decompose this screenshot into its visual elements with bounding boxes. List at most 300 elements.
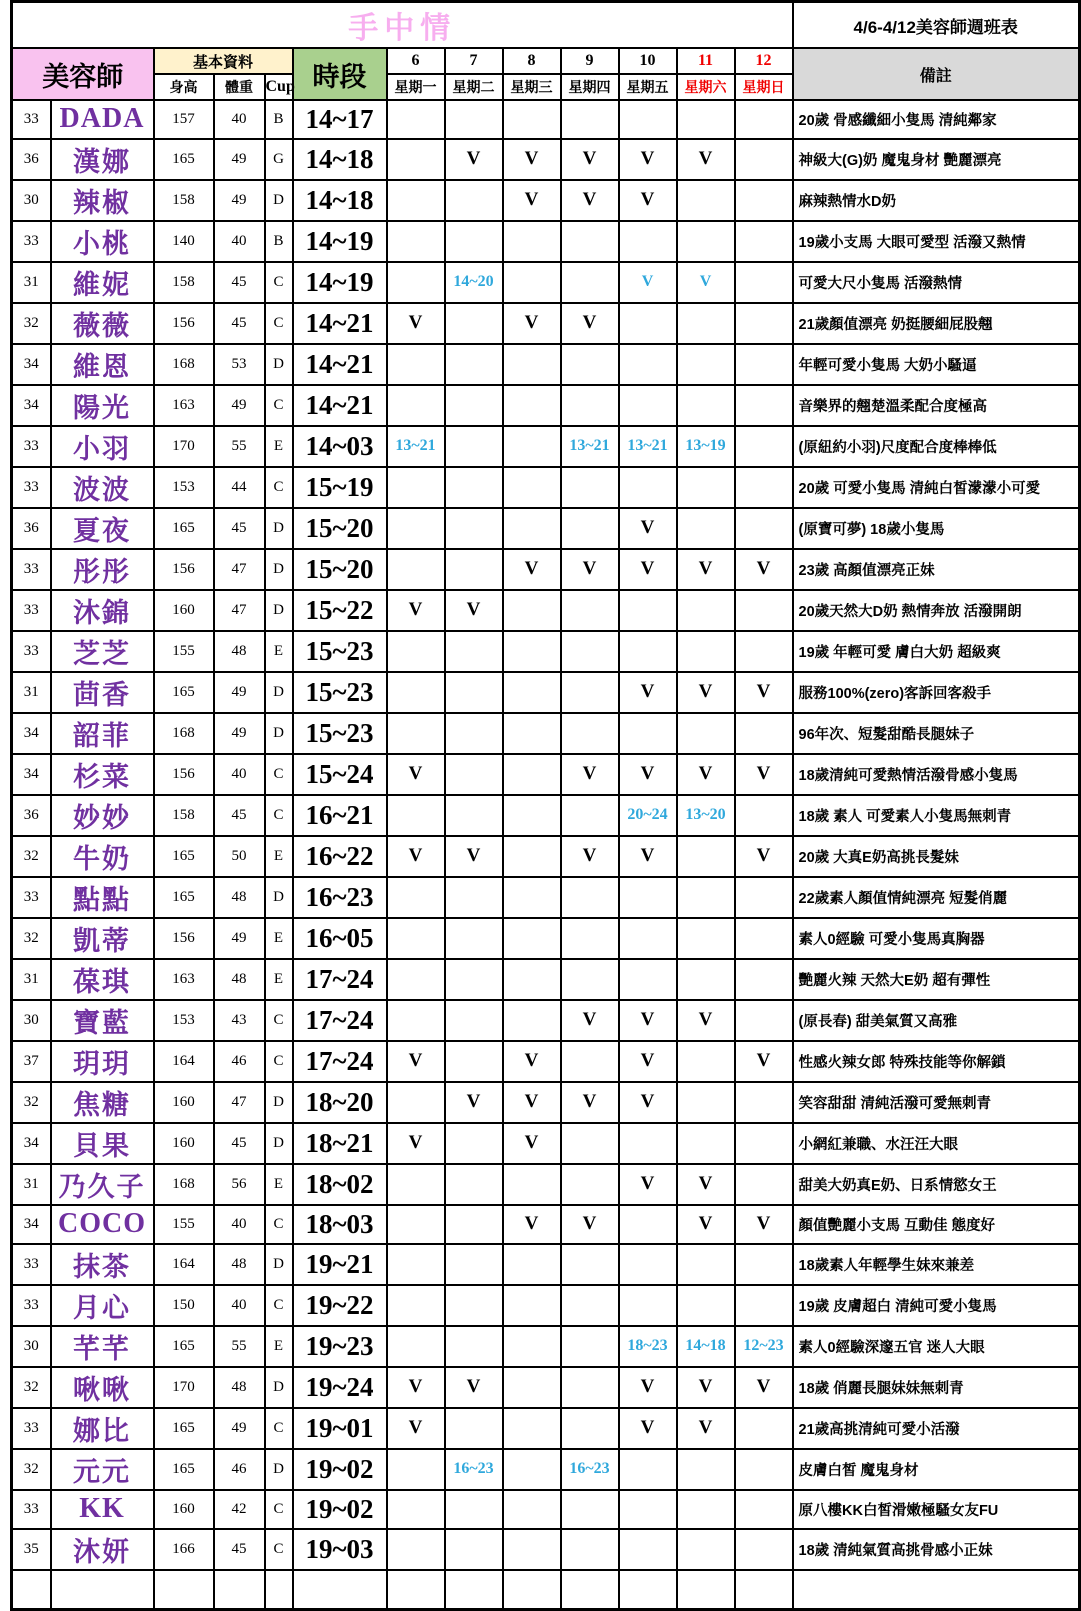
note-cell: 18歲 素人 可愛素人小隻馬無刺青 (793, 795, 1080, 836)
col-header-notes: 備註 (793, 48, 1080, 100)
note-cell: 素人0經驗 可愛小隻馬真胸器 (793, 918, 1080, 959)
day-cell (677, 877, 735, 918)
height-cell: 158 (154, 262, 214, 303)
day-cell: V (677, 1205, 735, 1244)
day-cell (561, 1367, 619, 1408)
cup-cell: E (265, 959, 293, 1000)
day-cell (619, 713, 677, 754)
day-cell (387, 1490, 445, 1529)
time-slot-cell: 19~23 (293, 1326, 387, 1367)
empty-cell (12, 1570, 51, 1610)
table-row (12, 1244, 1080, 1285)
day-cell (503, 918, 561, 959)
sheet-title-cell (793, 2, 1080, 49)
day-cell (677, 385, 735, 426)
note-cell: 神級大(G)奶 魔鬼身材 艷麗漂亮 (793, 139, 1080, 180)
day-cell (735, 100, 793, 139)
name-cell: COCO (51, 1205, 154, 1244)
time-slot-cell: 15~20 (293, 508, 387, 549)
height-cell: 160 (154, 1082, 214, 1123)
name-cell: 芝芝 (51, 631, 154, 672)
day-cell (387, 1000, 445, 1041)
day-cell (677, 1123, 735, 1164)
day-cell: V (445, 1082, 503, 1123)
name-cell: 凱蒂 (51, 918, 154, 959)
day-cell (677, 1244, 735, 1285)
day-cell (735, 467, 793, 508)
day-cell (503, 1490, 561, 1529)
day-cell (387, 1285, 445, 1326)
day-cell: V (677, 1367, 735, 1408)
day-cell: 16~23 (561, 1449, 619, 1490)
name-cell: 夏夜 (51, 508, 154, 549)
day-cell: V (619, 1408, 677, 1449)
day-cell: V (619, 1367, 677, 1408)
height-cell: 165 (154, 877, 214, 918)
table-row (12, 139, 1080, 180)
day-cell (387, 631, 445, 672)
cup-cell: D (265, 877, 293, 918)
day-cell (735, 918, 793, 959)
day-cell: V (735, 1041, 793, 1082)
day-cell (735, 1000, 793, 1041)
day-cell (735, 1285, 793, 1326)
table-row (12, 1490, 1080, 1529)
age-cell: 33 (12, 100, 51, 139)
col-header-basic-info: 基本資料 (154, 48, 293, 74)
cup-cell: D (265, 549, 293, 590)
height-cell: 157 (154, 100, 214, 139)
day-date-tue: 7 (445, 48, 503, 74)
age-cell: 34 (12, 754, 51, 795)
table-row (12, 877, 1080, 918)
age-cell: 33 (12, 631, 51, 672)
day-cell (561, 1285, 619, 1326)
day-cell: V (561, 1082, 619, 1123)
day-cell: V (387, 1408, 445, 1449)
table-row (12, 713, 1080, 754)
day-cell: 13~21 (619, 426, 677, 467)
age-cell: 35 (12, 1529, 51, 1570)
day-cell (619, 1123, 677, 1164)
height-cell: 164 (154, 1244, 214, 1285)
day-cell (735, 877, 793, 918)
height-cell: 165 (154, 508, 214, 549)
weight-cell: 49 (214, 672, 265, 713)
weight-cell: 40 (214, 754, 265, 795)
day-cell (445, 672, 503, 713)
age-cell: 33 (12, 1285, 51, 1326)
note-cell: 20歲天然大D奶 熱情奔放 活潑開朗 (793, 590, 1080, 631)
day-cell (503, 590, 561, 631)
day-cell (561, 1326, 619, 1367)
day-cell: V (503, 549, 561, 590)
height-cell: 164 (154, 1041, 214, 1082)
age-cell: 33 (12, 549, 51, 590)
day-date-sat: 11 (677, 48, 735, 74)
day-cell: V (619, 672, 677, 713)
day-cell (445, 1244, 503, 1285)
day-cell: V (619, 139, 677, 180)
table-row (12, 1164, 1080, 1205)
weight-cell: 45 (214, 508, 265, 549)
day-cell (735, 795, 793, 836)
note-cell: 艷麗火辣 天然大E奶 超有彈性 (793, 959, 1080, 1000)
day-cell (387, 795, 445, 836)
table-row (12, 1205, 1080, 1244)
day-cell (735, 262, 793, 303)
note-cell: 可愛大尺小隻馬 活潑熱情 (793, 262, 1080, 303)
cup-cell: C (265, 1041, 293, 1082)
day-cell: V (503, 303, 561, 344)
day-cell (677, 221, 735, 262)
name-cell: 牛奶 (51, 836, 154, 877)
time-slot-cell: 15~23 (293, 631, 387, 672)
weight-cell: 45 (214, 1123, 265, 1164)
day-cell: V (503, 180, 561, 221)
day-cell (387, 877, 445, 918)
note-cell: 19歲小支馬 大眼可愛型 活潑又熱情 (793, 221, 1080, 262)
note-cell: (原長春) 甜美氣質又高雅 (793, 1000, 1080, 1041)
age-cell: 33 (12, 1490, 51, 1529)
time-slot-cell: 15~23 (293, 672, 387, 713)
time-slot-cell: 17~24 (293, 1000, 387, 1041)
age-cell: 33 (12, 467, 51, 508)
day-weekday-sat: 星期六 (677, 74, 735, 100)
age-cell: 34 (12, 713, 51, 754)
day-cell (561, 508, 619, 549)
cup-cell: C (265, 1000, 293, 1041)
table-row (12, 1367, 1080, 1408)
time-slot-cell: 14~18 (293, 180, 387, 221)
day-cell (735, 590, 793, 631)
day-cell: V (619, 1041, 677, 1082)
weight-cell: 48 (214, 631, 265, 672)
day-cell (735, 1408, 793, 1449)
note-cell: (原紐約小羽)尺度配合度棒棒低 (793, 426, 1080, 467)
day-cell: V (619, 754, 677, 795)
name-cell: DADA (51, 100, 154, 139)
cup-cell: C (265, 1408, 293, 1449)
schedule-table (10, 0, 1081, 1611)
table-row (12, 426, 1080, 467)
day-cell (561, 713, 619, 754)
name-cell: 漢娜 (51, 139, 154, 180)
table-row (12, 795, 1080, 836)
day-cell: V (619, 1000, 677, 1041)
height-cell: 150 (154, 1285, 214, 1326)
height-cell: 155 (154, 1205, 214, 1244)
height-cell: 140 (154, 221, 214, 262)
day-cell: V (503, 139, 561, 180)
table-row (12, 508, 1080, 549)
day-cell: V (503, 1205, 561, 1244)
time-slot-cell: 18~02 (293, 1164, 387, 1205)
day-cell (619, 1244, 677, 1285)
empty-cell (561, 1570, 619, 1610)
height-cell: 158 (154, 180, 214, 221)
table-row (12, 836, 1080, 877)
time-slot-cell: 14~03 (293, 426, 387, 467)
note-cell: 96年次、短髮甜酷長腿妹子 (793, 713, 1080, 754)
name-cell: 沐妍 (51, 1529, 154, 1570)
day-cell: V (503, 1082, 561, 1123)
day-cell (677, 303, 735, 344)
day-cell (619, 877, 677, 918)
age-cell: 36 (12, 795, 51, 836)
name-cell: 貝果 (51, 1123, 154, 1164)
day-cell (503, 877, 561, 918)
day-cell (561, 385, 619, 426)
day-cell (503, 385, 561, 426)
day-cell: V (561, 303, 619, 344)
name-cell: 寶藍 (51, 1000, 154, 1041)
table-row (12, 180, 1080, 221)
time-slot-cell: 16~23 (293, 877, 387, 918)
age-cell: 32 (12, 918, 51, 959)
day-cell: V (561, 1205, 619, 1244)
name-cell: 焦糖 (51, 1082, 154, 1123)
height-cell: 160 (154, 1123, 214, 1164)
table-row (12, 590, 1080, 631)
time-slot-cell: 14~17 (293, 100, 387, 139)
note-cell: 甜美大奶真E奶、日系情慾女王 (793, 1164, 1080, 1205)
day-date-mon: 6 (387, 48, 445, 74)
weight-cell: 45 (214, 795, 265, 836)
day-cell (503, 836, 561, 877)
note-cell: 皮膚白皙 魔鬼身材 (793, 1449, 1080, 1490)
schedule-rows (12, 100, 1080, 1610)
day-cell (677, 344, 735, 385)
time-slot-cell: 14~18 (293, 139, 387, 180)
day-cell (387, 918, 445, 959)
note-cell: 顏值艷麗小支馬 互動佳 態度好 (793, 1205, 1080, 1244)
cup-cell: D (265, 508, 293, 549)
table-row (12, 1529, 1080, 1570)
table-row (12, 918, 1080, 959)
cup-cell: D (265, 180, 293, 221)
note-cell: 小網紅兼職、水汪汪大眼 (793, 1123, 1080, 1164)
day-cell (445, 221, 503, 262)
name-cell: 元元 (51, 1449, 154, 1490)
day-cell (677, 918, 735, 959)
cup-cell: D (265, 1123, 293, 1164)
note-cell: 20歲 可愛小隻馬 清純白皙濛濛小可愛 (793, 467, 1080, 508)
table-row (12, 100, 1080, 139)
table-row (12, 631, 1080, 672)
cup-cell: C (265, 1285, 293, 1326)
day-cell (735, 1529, 793, 1570)
time-slot-cell: 19~03 (293, 1529, 387, 1570)
cup-cell: E (265, 631, 293, 672)
time-slot-cell: 14~19 (293, 262, 387, 303)
day-cell (677, 1529, 735, 1570)
cup-cell: C (265, 385, 293, 426)
height-cell: 160 (154, 590, 214, 631)
weight-cell: 48 (214, 959, 265, 1000)
cup-cell: C (265, 795, 293, 836)
name-cell: 彤彤 (51, 549, 154, 590)
day-cell (561, 672, 619, 713)
day-cell (503, 1326, 561, 1367)
day-cell: 12~23 (735, 1326, 793, 1367)
day-cell (619, 631, 677, 672)
day-cell (445, 1408, 503, 1449)
day-cell (445, 180, 503, 221)
day-cell (619, 221, 677, 262)
cup-cell: E (265, 1164, 293, 1205)
weight-cell: 47 (214, 1082, 265, 1123)
cup-cell: D (265, 1244, 293, 1285)
age-cell: 34 (12, 1205, 51, 1244)
day-cell (387, 508, 445, 549)
day-cell (503, 631, 561, 672)
height-cell: 153 (154, 467, 214, 508)
day-cell (445, 754, 503, 795)
col-header-weight: 體重 (214, 74, 265, 100)
day-cell (619, 344, 677, 385)
note-cell: 18歲素人年輕學生妹來兼差 (793, 1244, 1080, 1285)
header-row-1 (12, 48, 1080, 74)
day-cell (561, 1041, 619, 1082)
height-cell: 156 (154, 918, 214, 959)
day-cell (735, 959, 793, 1000)
cup-cell: C (265, 1529, 293, 1570)
height-cell: 163 (154, 385, 214, 426)
day-cell (735, 631, 793, 672)
time-slot-cell: 19~22 (293, 1285, 387, 1326)
day-cell (387, 1326, 445, 1367)
day-cell (561, 795, 619, 836)
name-cell: 維恩 (51, 344, 154, 385)
day-cell (387, 713, 445, 754)
day-cell: V (503, 1123, 561, 1164)
day-cell (503, 467, 561, 508)
day-cell (619, 100, 677, 139)
day-cell (677, 1082, 735, 1123)
day-cell (503, 795, 561, 836)
day-cell (387, 344, 445, 385)
day-date-thu: 9 (561, 48, 619, 74)
time-slot-cell: 16~21 (293, 795, 387, 836)
table-row (12, 385, 1080, 426)
day-cell (445, 631, 503, 672)
day-cell (561, 1529, 619, 1570)
day-cell: V (445, 836, 503, 877)
note-cell: 性感火辣女郎 特殊技能等你解鎖 (793, 1041, 1080, 1082)
name-cell: 玥玥 (51, 1041, 154, 1082)
day-cell (561, 1490, 619, 1529)
day-cell (735, 1490, 793, 1529)
height-cell: 165 (154, 836, 214, 877)
time-slot-cell: 19~01 (293, 1408, 387, 1449)
height-cell: 160 (154, 1490, 214, 1529)
age-cell: 32 (12, 836, 51, 877)
day-cell: V (387, 754, 445, 795)
empty-cell (154, 1570, 214, 1610)
day-cell: V (677, 1164, 735, 1205)
empty-cell (387, 1570, 445, 1610)
cup-cell: C (265, 467, 293, 508)
day-cell: 13~21 (561, 426, 619, 467)
name-cell: 啾啾 (51, 1367, 154, 1408)
day-cell (503, 754, 561, 795)
day-cell (503, 1449, 561, 1490)
note-cell: 19歲 皮膚超白 清純可愛小隻馬 (793, 1285, 1080, 1326)
day-weekday-tue: 星期二 (445, 74, 503, 100)
age-cell: 33 (12, 1408, 51, 1449)
note-cell: 年輕可愛小隻馬 大奶小騷逼 (793, 344, 1080, 385)
weight-cell: 56 (214, 1164, 265, 1205)
cup-cell: D (265, 590, 293, 631)
day-cell (387, 1529, 445, 1570)
brand-title: 手中情 (348, 12, 457, 45)
day-cell (619, 590, 677, 631)
note-cell: (原寶可夢) 18歲小隻馬 (793, 508, 1080, 549)
day-cell (677, 959, 735, 1000)
col-header-cup: Cup (265, 74, 293, 100)
name-cell: 抹茶 (51, 1244, 154, 1285)
note-cell: 21歲高挑清純可愛小活潑 (793, 1408, 1080, 1449)
day-cell: V (735, 754, 793, 795)
day-cell (503, 1285, 561, 1326)
note-cell: 20歲 大真E奶高挑長髮妹 (793, 836, 1080, 877)
day-cell: 13~20 (677, 795, 735, 836)
day-cell: V (387, 1367, 445, 1408)
day-cell (677, 180, 735, 221)
time-slot-cell: 14~21 (293, 385, 387, 426)
day-cell (619, 959, 677, 1000)
day-cell (445, 344, 503, 385)
day-cell (561, 1244, 619, 1285)
cup-cell: D (265, 713, 293, 754)
day-cell: V (387, 590, 445, 631)
age-cell: 36 (12, 139, 51, 180)
name-cell: 乃久子 (51, 1164, 154, 1205)
day-cell (445, 508, 503, 549)
age-cell: 31 (12, 262, 51, 303)
empty-cell (619, 1570, 677, 1610)
age-cell: 30 (12, 1000, 51, 1041)
day-cell: V (677, 262, 735, 303)
name-cell: 茴香 (51, 672, 154, 713)
day-cell (619, 918, 677, 959)
table-row (12, 467, 1080, 508)
day-cell (503, 713, 561, 754)
height-cell: 158 (154, 795, 214, 836)
day-cell (619, 1205, 677, 1244)
table-row (12, 672, 1080, 713)
day-cell (735, 180, 793, 221)
day-cell (445, 1529, 503, 1570)
day-cell (503, 221, 561, 262)
time-slot-cell: 16~05 (293, 918, 387, 959)
day-cell (677, 1041, 735, 1082)
day-cell (445, 1285, 503, 1326)
day-cell (445, 918, 503, 959)
day-cell: V (387, 1041, 445, 1082)
day-cell: V (735, 1205, 793, 1244)
table-row (12, 262, 1080, 303)
table-row (12, 303, 1080, 344)
note-cell: 18歲 清純氣質高挑骨感小正妹 (793, 1529, 1080, 1570)
day-cell (445, 795, 503, 836)
age-cell: 37 (12, 1041, 51, 1082)
table-row (12, 221, 1080, 262)
weight-cell: 45 (214, 303, 265, 344)
day-cell (503, 1367, 561, 1408)
age-cell: 31 (12, 959, 51, 1000)
